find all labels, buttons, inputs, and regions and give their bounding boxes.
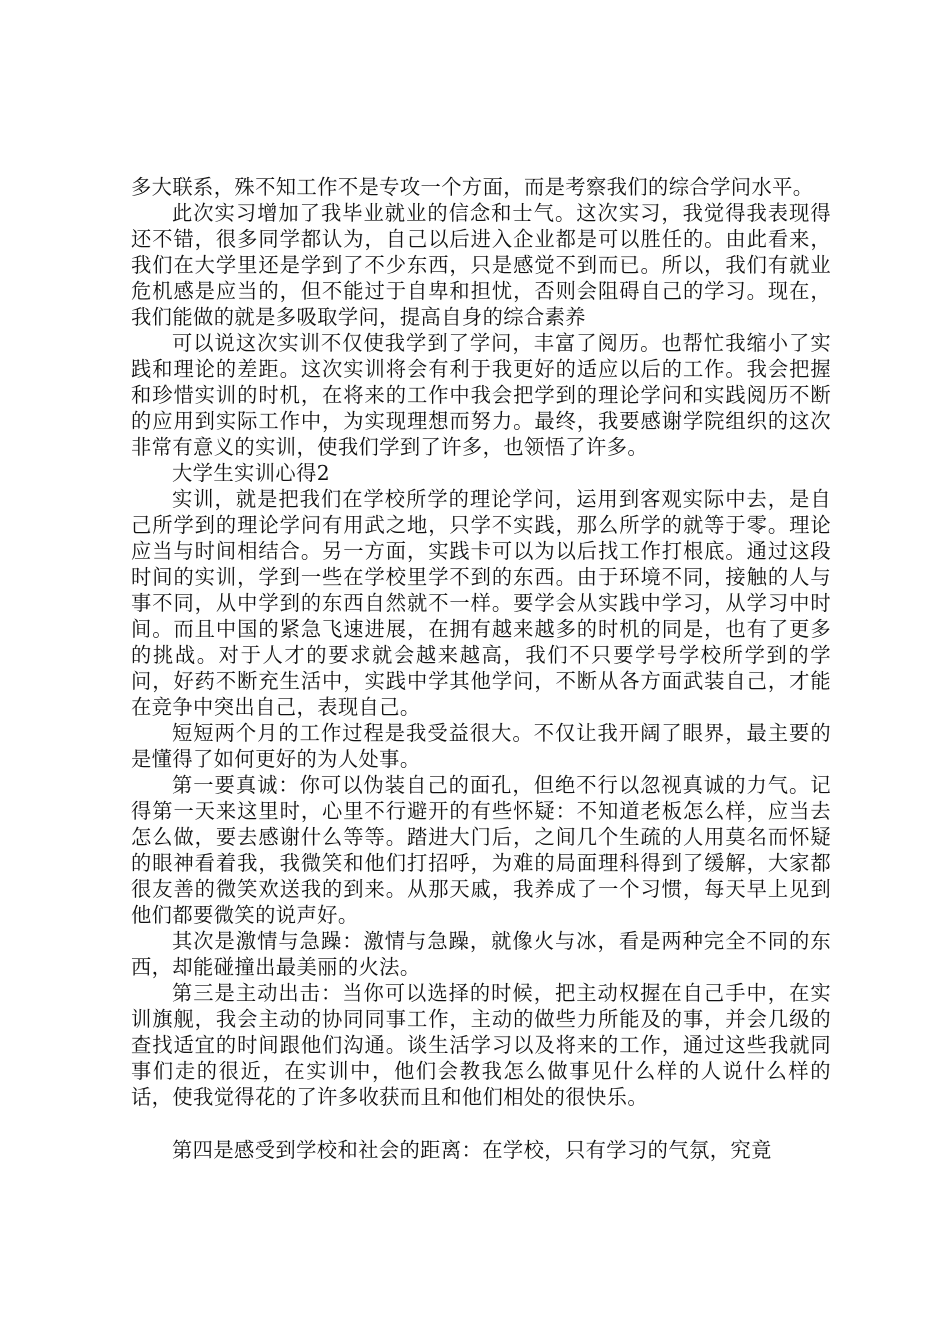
paragraph-passion: 其次是激情与急躁：激情与急躁，就像火与冰，看是两种完全不同的东西，却能碰撞出最美丽的火法。 xyxy=(131,929,831,979)
paragraph-two-months: 短短两个月的工作过程是我受益很大。不仅让我开阔了眼界，最主要的是懂得了如何更好的为人处事。 xyxy=(131,721,831,771)
paragraph-initiative: 第三是主动出击：当你可以选择的时候，把主动权握在自己手中，在实训旗舰，我会主动的协同同事工作，主动的做些力所能及的事，并会几级的查找适宜的时间跟他们沟通。谈生活学习以及将来的工作，通过这些我就同事们走的很近，在实训中，他们会教我怎么做事见什么样的人说什么样的话，使我觉得花的了许多收获而且和他们相处的很快乐。 xyxy=(131,981,831,1109)
paragraph-training-definition: 实训，就是把我们在学校所学的理论学问，运用到客观实际中去，是自己所学到的理论学问有用武之地，只学不实践，那么所学的就等于零。理论应当与时间相结合。另一方面，实践卡可以为以后找工作打根底。通过这段时间的实训，学到一些在学校里学不到的东西。由于环境不同，接触的人与事不同，从中学到的东西自然就不一样。要学会从实践中学习，从学习中时间。而且中国的紧急飞速进展，在拥有越来越多的时机的同是，也有了更多的挑战。对于人才的要求就会越来越高，我们不只要学号学校所学到的学问，好药不断充生活中，实践中学其他学问，不断从各方面武装自己，才能在竞争中突出自己，表现自己。 xyxy=(131,487,831,719)
paragraph-continuation: 多大联系，殊不知工作不是专攻一个方面，而是考察我们的综合学问水平。 xyxy=(131,175,814,199)
paragraph-school-society: 第四是感受到学校和社会的距离：在学校，只有学习的气氛，究竟 xyxy=(172,1138,772,1162)
paragraph-training-benefit: 可以说这次实训不仅使我学到了学问，丰富了阅历。也帮忙我缩小了实践和理论的差距。这次实训将会有利于我更好的适应以后的工作。我会把握和珍惜实训的时机，在将来的工作中我会把学到的理论学问和实践阅历不断的应用到实际工作中，为实现理想而努力。最终，我要感谢学院组织的这次非常有意义的实训，使我们学到了许多，也领悟了许多。 xyxy=(131,331,831,459)
section-heading: 大学生实训心得2 xyxy=(172,461,331,485)
paragraph-confidence: 此次实习增加了我毕业就业的信念和士气。这次实习，我觉得我表现得还不错，很多同学都认为，自己以后进入企业都是可以胜任的。由此看来，我们在大学里还是学到了不少东西，只是感觉不到而已。所以，我们有就业危机感是应当的，但不能过于自卑和担忧，否则会阻碍自己的学习。现在，我们能做的就是多吸取学问，提高自身的综合素养 xyxy=(131,201,831,329)
paragraph-sincerity: 第一要真诚：你可以伪装自己的面孔，但绝不行以忽视真诚的力气。记得第一天来这里时，心里不行避开的有些怀疑：不知道老板怎么样，应当去怎么做，要去感谢什么等等。踏进大门后，之间几个生疏的人用莫名而怀疑的眼神看着我，我微笑和他们打招呼，为难的局面理科得到了缓解，大家都很友善的微笑欢送我的到来。从那天戚，我养成了一个习惯，每天早上见到他们都要微笑的说声好。 xyxy=(131,773,831,927)
document-body xyxy=(131,174,831,1163)
